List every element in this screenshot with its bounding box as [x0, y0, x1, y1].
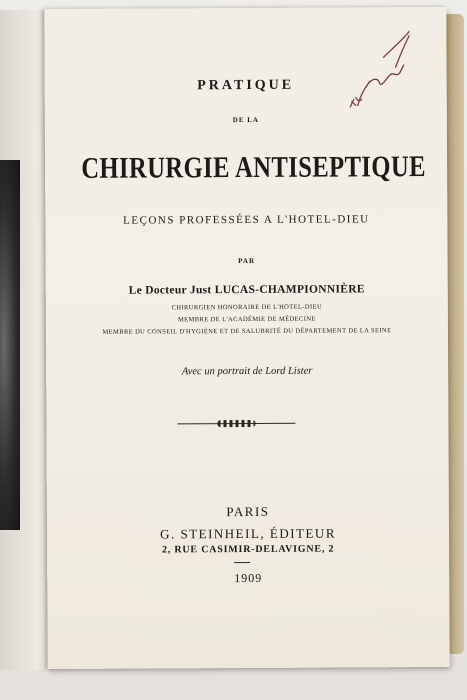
portrait-note: Avec un portrait de Lord Lister: [181, 365, 313, 378]
imprint-publisher: G. STEINHEIL, ÉDITEUR: [160, 525, 337, 542]
by-line: PAR: [238, 256, 256, 266]
title-page: [44, 7, 449, 669]
imprint-year: 1909: [234, 570, 263, 586]
imprint-address: 2, RUE CASIMIR-DELAVIGNE, 2: [161, 543, 335, 556]
imprint-city: PARIS: [226, 503, 270, 520]
ornamental-rule-center: [217, 420, 255, 427]
author-credential: MEMBRE DU CONSEIL D'HYGIÈNE ET DE SALUBRITÉ DU DÉPARTEMENT DE LA SEINE: [102, 327, 392, 336]
short-divider: [234, 562, 250, 563]
author-credential: CHIRURGIEN HONORAIRE DE L'HOTEL-DIEU: [171, 303, 323, 312]
main-title: CHIRURGIE ANTISEPTIQUE: [81, 150, 426, 185]
title-de-la: DE LA: [232, 115, 259, 125]
author-name: Le Docteur Just LUCAS-CHAMPIONNIÈRE: [128, 283, 365, 297]
author-credential: MEMBRE DE L'ACADÉMIE DE MÉDECINE: [177, 315, 316, 324]
title-pratique: PRATIQUE: [197, 77, 295, 94]
subtitle: LEÇONS PROFESSÉES A L'HOTEL-DIEU: [123, 213, 370, 227]
portrait-plate: [0, 160, 20, 530]
handwritten-signature: [299, 17, 409, 108]
